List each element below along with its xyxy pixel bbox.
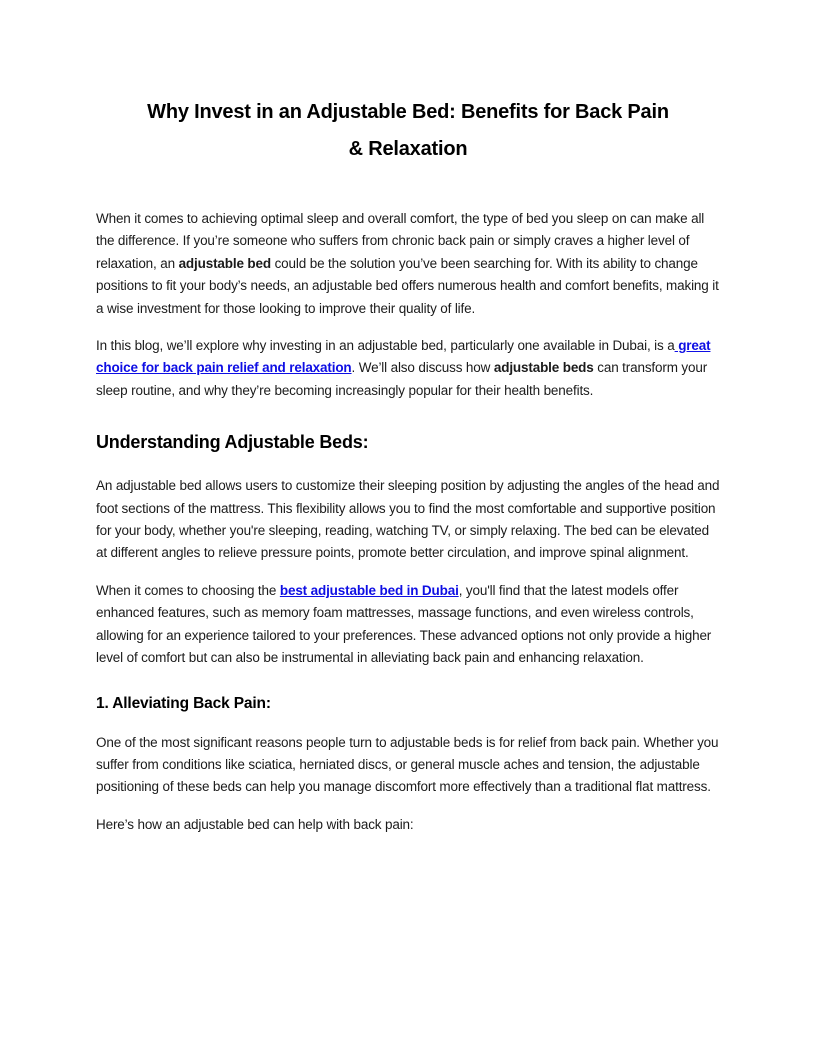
text-run: One of the most significant reasons people turn to adjustable beds is for relief from back pain. Whether you suffer from conditions like sciatica, herniated discs, or general muscle aches and tension, the adjustable positioning of these beds can help you manage discomfort more effectively than a traditional flat mattress. <box>96 734 719 795</box>
document-title-line2: & Relaxation <box>348 138 468 160</box>
intro-paragraph <box>96 208 720 320</box>
bold-text-run: adjustable beds <box>493 360 594 376</box>
document-title-line1: Why Invest in an Adjustable Bed: Benefits for Back Pain <box>147 101 669 123</box>
choosing-paragraph <box>96 580 720 670</box>
understanding-paragraph <box>96 475 720 565</box>
understanding-adjustable-beds-heading <box>96 429 720 455</box>
text-run: When it comes to choosing the <box>96 582 280 598</box>
back-pain-paragraph <box>96 732 720 799</box>
text-run: An adjustable bed allows users to customize their sleeping position by adjusting the angles of the head and foot sections of the mattress. This flexibility allows you to find the most comfortable and supportive position for your body, whether you're sleeping, reading, watching TV, or simply relaxing. The bed can be elevated at different angles to relieve pressure points, promote better circulation, and improve spinal alignment. <box>96 478 720 561</box>
text-run: , you'll find that the latest models offer enhanced features, such as memory foam mattresses, massage functions, and even wireless controls, allowing for an experience tailored to your preferences. These advanced options not only provide a higher level of comfort but can also be instrumental in alleviating back pain and enhancing relaxation. <box>96 582 712 666</box>
best-adjustable-bed-link[interactable]: best adjustable bed in Dubai <box>279 582 459 598</box>
back-pain-relief-link[interactable]: great choice for back pain relief and relaxation <box>96 338 711 376</box>
text-run: In this blog, we’ll explore why investing in an adjustable bed, particularly one available in Dubai, is a <box>96 338 675 354</box>
text-run: could be the solution you’ve been searching for. With its ability to change positions to fit your body’s needs, an adjustable bed offers numerous health and comfort benefits, making it a wise investment for those looking to improve their quality of life. <box>96 255 719 316</box>
text-run: can transform your sleep routine, and why they’re becoming increasingly popular for their health benefits. <box>96 360 708 398</box>
text-run: Here’s how an adjustable bed can help with back pain: <box>96 816 414 832</box>
bold-text-run: adjustable bed <box>178 255 271 271</box>
text-run: 1. Alleviating Back Pain: <box>96 694 271 712</box>
alleviating-back-pain-heading <box>96 693 720 715</box>
text-run: Understanding Adjustable Beds: <box>96 432 369 453</box>
text-run: When it comes to achieving optimal sleep and overall comfort, the type of bed you sleep on can make all the difference. If you’re someone who suffers from chronic back pain or simply craves a higher level of relaxation, an <box>96 211 705 271</box>
document-body <box>96 208 720 836</box>
blog-overview-paragraph <box>96 335 720 402</box>
document-title <box>96 94 720 168</box>
back-pain-lead-in-line <box>96 814 720 836</box>
text-run: . We’ll also discuss how <box>351 360 494 376</box>
